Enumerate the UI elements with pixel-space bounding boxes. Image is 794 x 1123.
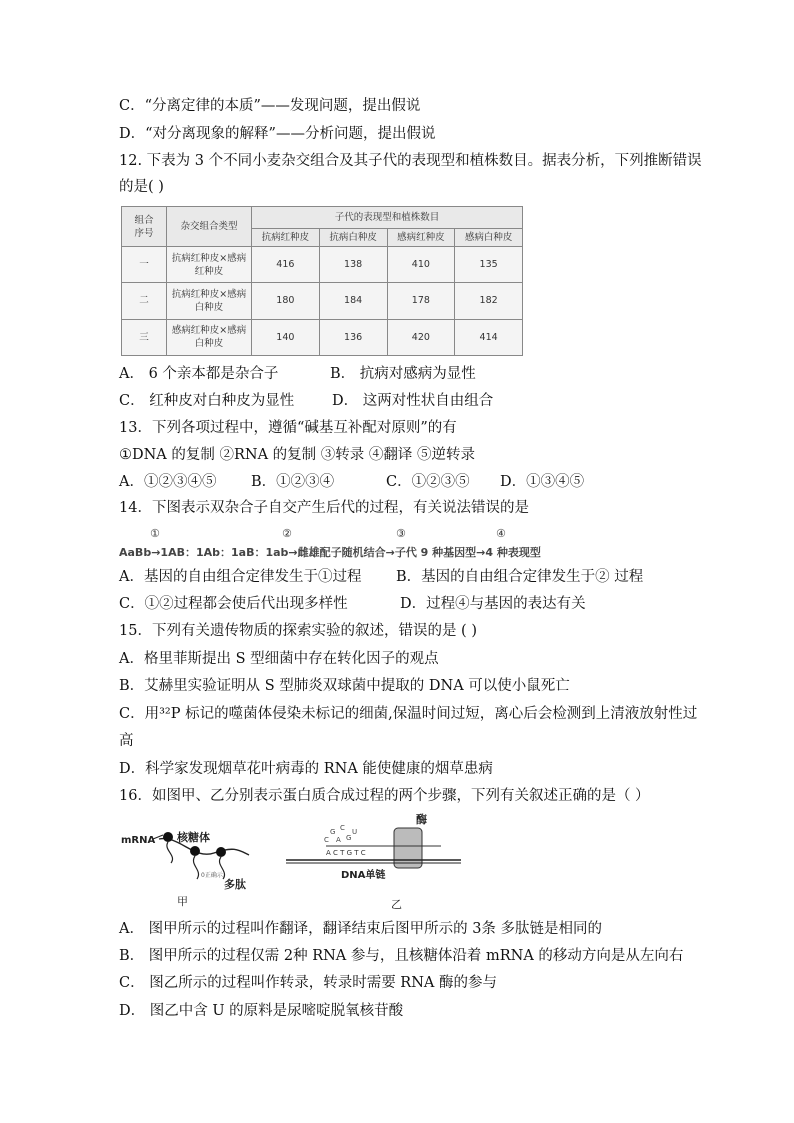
table-cell: 182 <box>455 283 523 319</box>
q15-option-c-line1: C．用³²P 标记的噬菌体侵染未标记的细菌,保温时间过短，离心后会检测到上清液放射性过 <box>119 706 698 722</box>
table-col-header: 感病白种皮 <box>455 229 523 247</box>
q16-option-a: A． 图甲所示的过程叫作翻译，翻译结束后图甲所示的 3条 多肽链是相同的 <box>119 921 603 937</box>
q12-stem-line1: 12. 下表为 3 个不同小麦杂交组合及其子代的表现型和植株数目。据表分析，下列推断错误 <box>119 153 702 169</box>
q15-option-d: D．科学家发现烟草花叶病毒的 RNA 能使健康的烟草患病 <box>119 761 493 777</box>
figure-yi-caption: 乙 <box>391 898 402 911</box>
q13-option-d: D．①③④⑤ <box>500 474 585 490</box>
step-marker: ④ <box>496 527 506 540</box>
table-row <box>122 247 523 283</box>
svg-text:C: C <box>340 824 345 832</box>
table-row-id: 二 <box>122 283 167 319</box>
dna-label: DNA单链 <box>341 870 386 881</box>
svg-text:G: G <box>330 828 336 836</box>
q16-option-d: D． 图乙中含 U 的原料是尿嘧啶脱氧核苷酸 <box>119 1003 404 1019</box>
q13-stem: 13．下列各项过程中，遵循“碱基互补配对原则”的有 <box>119 420 457 436</box>
step-marker: ③ <box>396 527 406 540</box>
q13-option-a: A．①②③④⑤ <box>119 474 217 490</box>
q15-option-b: B．艾赫里实验证明从 S 型肺炎双球菌中提取的 DNA 可以使小鼠死亡 <box>119 678 570 694</box>
table-col-header: 抗病白种皮 <box>319 229 387 247</box>
q13-items: ①DNA 的复制 ②RNA 的复制 ③转录 ④翻译 ⑤逆转录 <box>119 447 476 463</box>
ribosome-circle <box>190 846 200 856</box>
q14-stem: 14．下图表示双杂合子自交产生后代的过程，有关说法错误的是 <box>119 500 529 516</box>
q14-option-b: B．基因的自由组合定律发生于② 过程 <box>396 569 644 585</box>
cross-table <box>121 206 523 356</box>
ribosome-circle <box>163 832 173 842</box>
q12-option-a: A． 6 个亲本都是杂合子 <box>119 366 279 382</box>
q16-stem: 16．如图甲、乙分别表示蛋白质合成过程的两个步骤，下列有关叙述正确的是（ ） <box>119 788 650 804</box>
table-cell: 416 <box>252 247 320 283</box>
table-header-group: 组合 序号 <box>122 207 167 247</box>
q12-option-b: B． 抗病对感病为显性 <box>330 366 476 382</box>
table-row-type: 感病红种皮×感病白种皮 <box>167 319 252 355</box>
figure-jia-caption: 甲 <box>177 895 188 908</box>
enzyme-shape <box>394 828 422 868</box>
table-cell: 414 <box>455 319 523 355</box>
table-row-id: 一 <box>122 247 167 283</box>
table-cell: 410 <box>387 247 455 283</box>
q12-option-d: D． 这两对性状自由组合 <box>332 393 494 409</box>
q11-option-c: C．“分离定律的本质”——发现问题，提出假说 <box>119 98 421 114</box>
table-cell: 420 <box>387 319 455 355</box>
figure-yi-transcription <box>286 812 466 912</box>
table-cell: 184 <box>319 283 387 319</box>
q15-option-c-line2: 高 <box>119 733 134 749</box>
q14-option-a: A．基因的自由组合定律发生于①过程 <box>119 569 362 585</box>
figure-jia-translation <box>119 815 269 910</box>
table-row <box>122 319 523 355</box>
table-cell: 136 <box>319 319 387 355</box>
q13-option-b: B．①②③④ <box>251 474 335 490</box>
table-cell: 178 <box>387 283 455 319</box>
svg-text:0正确示: 0正确示 <box>201 872 223 879</box>
q11-option-d: D．“对分离现象的解释”——分析问题，提出假说 <box>119 126 436 142</box>
enzyme-label: 酶 <box>416 813 427 826</box>
svg-text:C: C <box>324 836 329 844</box>
q16-option-b: B． 图甲所示的过程仅需 2种 RNA 参与，且核糖体沿着 mRNA 的移动方向是从左向右 <box>119 948 684 964</box>
table-header-type: 杂交组合类型 <box>167 207 252 247</box>
table-row-type: 抗病红种皮×感病白种皮 <box>167 283 252 319</box>
q13-option-c: C．①②③⑤ <box>386 474 470 490</box>
q14-option-c: C．①②过程都会使后代出现多样性 <box>119 596 348 612</box>
q14-option-d: D．过程④与基因的表达有关 <box>400 596 586 612</box>
q15-stem: 15．下列有关遗传物质的探索实验的叙述，错误的是 ( ) <box>119 623 477 639</box>
table-header-offspring: 子代的表现型和植株数目 <box>252 207 523 229</box>
table-row-type: 抗病红种皮×感病红种皮 <box>167 247 252 283</box>
peptide-label: 多肽 <box>224 878 246 891</box>
svg-text:G: G <box>346 834 352 842</box>
table-row <box>122 283 523 319</box>
mrna-label: mRNA <box>121 835 156 846</box>
ribosome-label: 核糖体 <box>177 831 210 844</box>
step-marker: ① <box>150 527 160 540</box>
table-cell: 140 <box>252 319 320 355</box>
q15-option-a: A．格里菲斯提出 S 型细菌中存在转化因子的观点 <box>119 651 439 667</box>
table-cell: 135 <box>455 247 523 283</box>
step-marker: ② <box>282 527 292 540</box>
base-sequence: A C T G T C <box>326 849 366 857</box>
q12-stem-line2: 的是( ) <box>119 179 164 195</box>
q12-option-c: C． 红种皮对白种皮为显性 <box>119 393 295 409</box>
svg-text:A: A <box>336 836 341 844</box>
table-col-header: 感病红种皮 <box>387 229 455 247</box>
table-cell: 138 <box>319 247 387 283</box>
table-col-header: 抗病红种皮 <box>252 229 320 247</box>
table-cell: 180 <box>252 283 320 319</box>
q16-option-c: C． 图乙所示的过程叫作转录，转录时需要 RNA 酶的参与 <box>119 975 497 991</box>
svg-text:U: U <box>352 828 358 836</box>
table-row-id: 三 <box>122 319 167 355</box>
q14-process-flow: AaBb→1AB：1Ab：1aB：1ab→雌雄配子随机结合→子代 9 种基因型→4 种表现型 <box>119 546 541 559</box>
ribosome-circle <box>216 847 226 857</box>
